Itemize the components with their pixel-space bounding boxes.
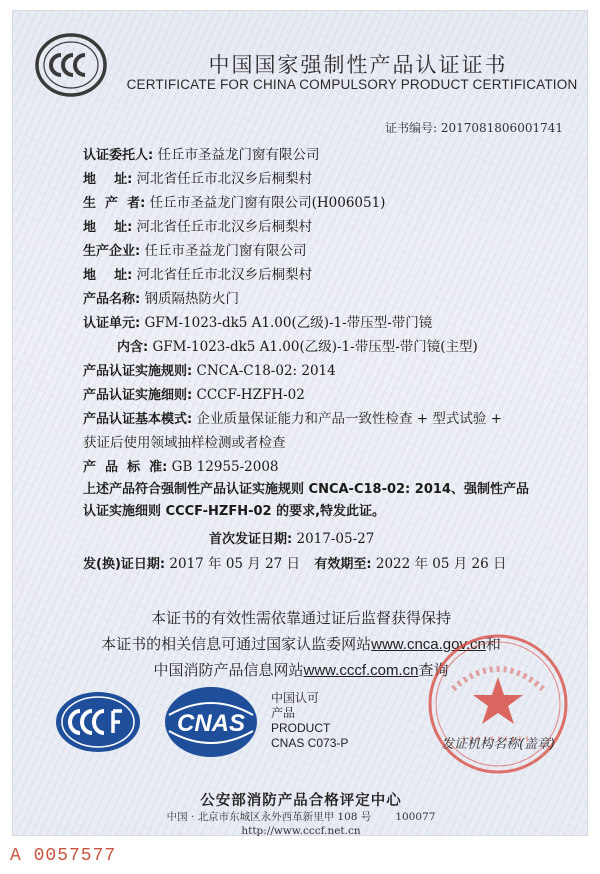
statement [83,479,573,523]
center-address-text: 中国 · 北京市东城区永外西革新里甲 108 号 [166,811,372,823]
center-address [13,809,589,824]
first-issue-row [209,531,374,548]
notice-line3-prefix: 中国消防产品信息网站 [153,661,304,679]
cccf-link[interactable]: www.cccf.com.cn [303,662,419,679]
first-issue-value: 2017-05-27 [296,531,375,547]
manufacturer-label: 生 产 者: [83,196,146,211]
details-value: CCCF-HZFH-02 [196,387,305,403]
manufacturer-address-label: 地 址: [83,220,133,235]
notice-line1: 本证书的有效性需依靠通过证后监督获得保持 [150,609,451,627]
unit-value: GFM-1023-dk5 A1.00(乙级)-1-带压型-带门镜 [144,315,433,331]
standard-label: 产 品 标 准: [83,460,168,475]
factory-label: 生产企业: [83,244,141,259]
details-row [83,387,305,404]
manufacturer-address-value: 河北省任丘市北汉乡后桐梨村 [136,219,313,235]
certificate-sheet [12,10,588,836]
mode-row-2 [83,435,286,451]
rules-value: CNCA-C18-02: 2014 [196,363,336,379]
product-name-row [83,291,239,308]
cert-number-label: 证书编号: [384,121,438,135]
standard-row [83,459,279,476]
factory-address-row [83,267,312,284]
cnas-logo [163,685,259,759]
issue-label: 发(换)证日期: [83,557,166,572]
unit-row [83,315,432,332]
manufacturer-row [83,195,385,212]
issue-value: 2017 年 05 月 27 日 [169,556,301,572]
cnas-line4: CNAS C073-P [271,736,349,750]
cnca-link[interactable]: www.cnca.gov.cn [371,636,486,653]
cert-number-value: 2017081806001741 [440,121,563,135]
unit-label: 认证单元: [83,316,141,331]
issue-row [83,556,507,573]
center-postcode: 100077 [395,811,436,823]
cnas-line1: 中国认可 [271,691,320,705]
first-issue-label: 首次发证日期: [209,532,293,547]
seal-star-icon [473,677,523,724]
notice-line2-suffix: 和 [485,635,501,653]
ccc-logo [35,33,107,97]
title-en: CERTIFICATE FOR CHINA COMPULSORY PRODUCT CERTIFICATION [126,77,578,92]
cert-number [385,119,563,136]
cnas-logo-text: CNAS [176,710,246,737]
factory-address-label: 地 址: [83,268,133,283]
details-label: 产品认证实施细则: [83,388,193,403]
rules-row [83,363,336,380]
expiry-label: 有效期至: [314,557,372,572]
applicant-label: 认证委托人: [83,148,154,163]
statement-line1: 上述产品符合强制性产品认证实施规则 CNCA-C18-02: 2014、强制性产品 [83,482,529,497]
factory-address-value: 河北省任丘市北汉乡后桐梨村 [136,267,313,283]
factory-row [83,243,307,260]
cccf-logo [53,689,143,755]
cnas-line2: 产品 [271,706,296,720]
factory-value: 任丘市圣益龙门窗有限公司 [144,243,307,259]
standard-value: GB 12955-2008 [171,459,279,475]
issuer-label: 发证机构名称(盖章) [441,737,556,752]
product-name-value: 钢质隔热防火门 [144,291,239,307]
applicant-address-value: 河北省任丘市北汉乡后桐梨村 [136,171,313,187]
serial-number: A 0057577 [10,846,117,866]
mode-row [83,411,502,428]
center-website[interactable]: http://www.cccf.net.cn [241,825,361,837]
contains-label: 内含: [117,340,149,355]
cnas-caption [271,691,348,751]
product-name-label: 产品名称: [83,292,141,307]
mode-label: 产品认证基本模式: [83,412,193,427]
official-seal [423,629,573,779]
applicant-address-row [83,171,312,188]
issuing-center-name: 公安部消防产品合格评定中心 [200,793,402,809]
rules-label: 产品认证实施规则: [83,364,193,379]
notice-line3-suffix: 查询 [418,661,449,679]
statement-line2: 认证实施细则 CCCF-HZFH-02 的要求,特发此证。 [83,504,386,519]
title-cn: 中国国家强制性产品认证证书 [208,53,508,77]
notice-line2-prefix: 本证书的相关信息可通过国家认监委网站 [101,635,372,653]
contains-value: GFM-1023-dk5 A1.00(乙级)-1-带压型-带门镜(主型) [152,339,478,355]
applicant-value: 任丘市圣益龙门窗有限公司 [157,147,320,163]
contains-row [117,339,478,356]
manufacturer-address-row [83,219,312,236]
mode-value-line1: 企业质量保证能力和产品一致性检查 + 型式试验 + [196,411,502,427]
applicant-row [83,147,320,164]
cnas-line3: PRODUCT [271,721,331,735]
expiry-value: 2022 年 05 月 26 日 [375,556,507,572]
mode-value-line2: 获证后使用领域抽样检测或者检查 [83,435,286,451]
manufacturer-value: 任丘市圣益龙门窗有限公司(H006051) [149,195,386,211]
applicant-address-label: 地 址: [83,172,133,187]
